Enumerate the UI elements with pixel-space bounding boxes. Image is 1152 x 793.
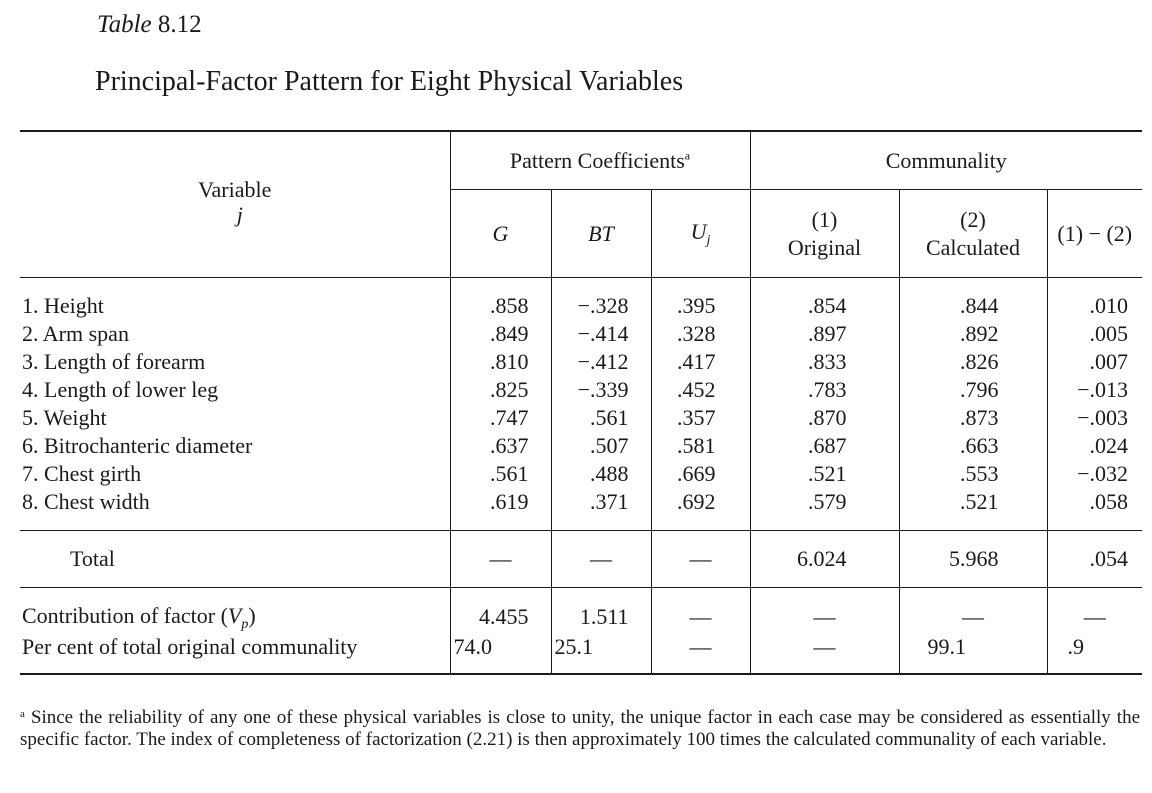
total-row: Total — — — 6.024 5.968 .054 — [20, 530, 1142, 587]
table-row: 4. Length of lower leg .825 −.339 .452 .783 .796 −.013 — [22, 376, 1128, 402]
col-original-header: (1) Original — [750, 190, 899, 278]
header-row-1 — [20, 131, 1142, 190]
table-title: Principal-Factor Pattern for Eight Physical Variables — [95, 66, 684, 97]
table-row: 6. Bitrochanteric diameter .637 .507 .581 .687 .663 .024 — [22, 432, 1128, 458]
table-row: 2. Arm span .849 −.414 .328 .897 .892 .005 — [22, 320, 1128, 346]
table-row: 1. Height .858 −.328 .395 .854 .844 .010 — [22, 293, 1128, 318]
variable-header: Variable j — [20, 131, 450, 278]
table-row: 8. Chest width .619 .371 .692 .579 .521 .058 — [22, 488, 1128, 514]
col-difference-header: (1) − (2) — [1047, 190, 1142, 278]
factor-pattern-table — [20, 130, 1142, 675]
table-row: 7. Chest girth .561 .488 .669 .521 .553 −.032 — [22, 460, 1128, 486]
table-row: 3. Length of forearm .810 −.412 .417 .833 .826 .007 — [22, 348, 1128, 374]
footnote: $^a$ Since the reliability of any one of these physical variables is close to unity, the unique factor in each case may be considered as essentially the specific factor. The index of completeness of factorization (2.21) is then approximately 100 times the calculated communality of each variable. — [20, 707, 1141, 750]
col-u-header: $U_j$ — [651, 190, 750, 278]
contribution-row: Contribution of factor $(V_p)$ 4.455 1.511 — — — — — [22, 602, 1106, 632]
col-calculated-header: (2) Calculated — [899, 190, 1047, 278]
pattern-coefficients-header: Pattern Coefficients$^a$ — [450, 131, 750, 190]
col-bt-header: BT — [551, 190, 651, 278]
table-row: 5. Weight .747 .561 .357 .870 .873 −.003 — [22, 404, 1128, 430]
communality-header: Communality — [750, 131, 1142, 190]
percent-row: Per cent of total original communality 74.0 25.1 — — 99.1 .9 — [22, 634, 1084, 660]
table-label: Table 8.12 — [97, 11, 202, 38]
col-g-header: G — [450, 190, 551, 278]
